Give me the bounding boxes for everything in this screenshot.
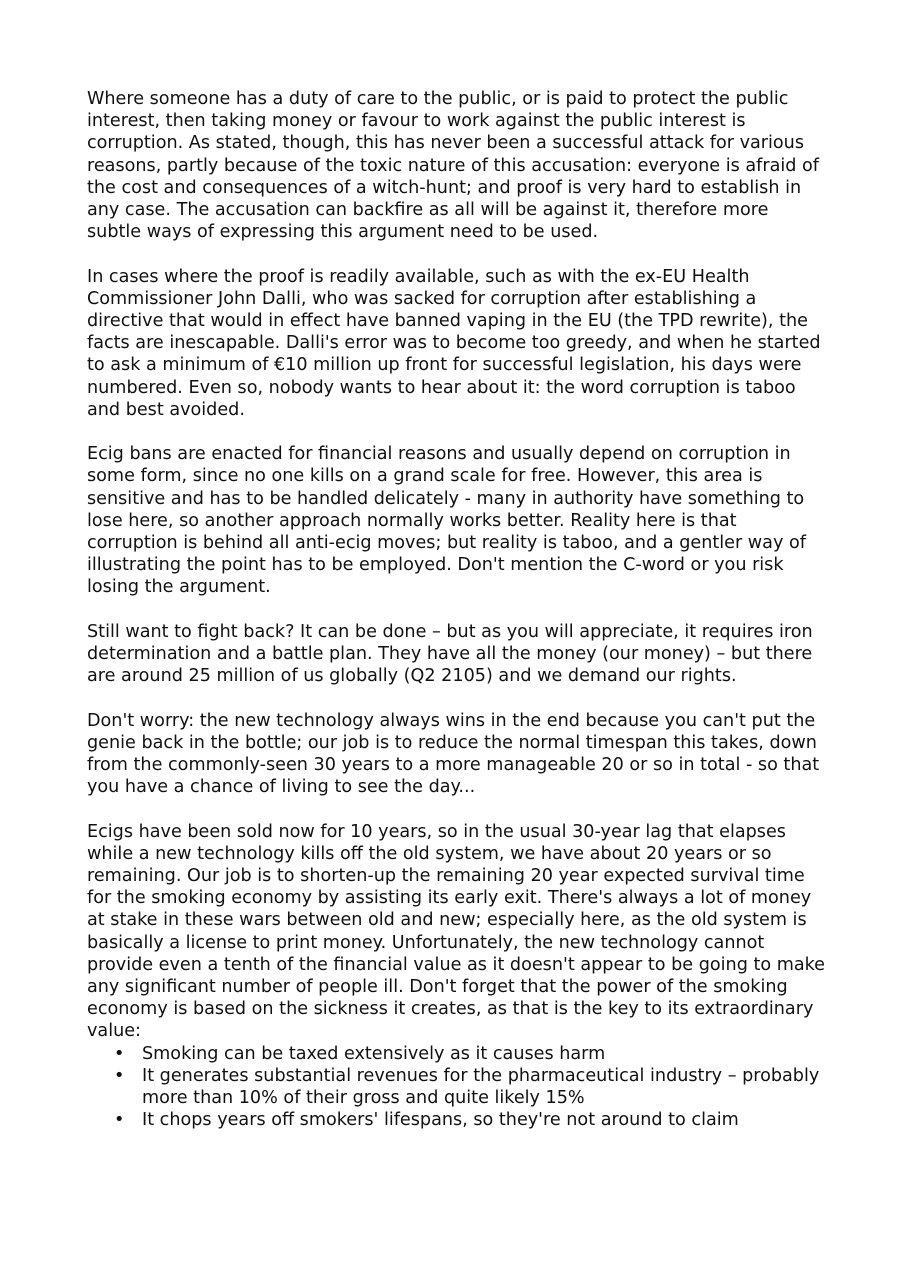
list-item — [87, 1109, 827, 1131]
bullet-icon: • — [114, 1043, 125, 1064]
bullet-icon: • — [114, 1110, 125, 1131]
bullet-icon: • — [114, 1065, 125, 1086]
bullet-list — [87, 1043, 827, 1132]
list-item — [87, 1065, 827, 1109]
list-item-text: Smoking can be taxed extensively as it causes harm — [142, 1043, 606, 1064]
paragraph-dont-worry: Don't worry: the new technology always wins in the end because you can't put the genie back in the bottle; our job is to reduce the normal timespan this takes, down from the commonly-seen 30 years to a more manageable 20 or so in total - so that you have a chance of living to see the day... — [87, 710, 820, 798]
document-page — [87, 88, 827, 1131]
list-item-text: It generates substantial revenues for the pharmaceutical industry – probably more than 10% of their gross and quite likely 15% — [142, 1065, 820, 1109]
paragraph-fight-back: Still want to fight back? It can be done – but as you will appreciate, it requires iron determination and a battle plan. They have all the money (our money) – but there are around 25 million of us globally (Q2 2105) and we demand our rights. — [87, 621, 813, 687]
list-item — [87, 1043, 827, 1065]
list-item-text: It chops years off smokers' lifespans, so they're not around to claim — [142, 1110, 739, 1131]
paragraph-ecig-bans: Ecig bans are enacted for financial reasons and usually depend on corruption in some form, since no one kills on a grand scale for free. However, this area is sensitive and has to be handled delicately - many in authority have something to lose here, so another approach normally works better. Reality here is that corruption is behind all anti-ecig moves; but reality is taboo, and a gentler way of illustrating the point has to be employed. Don't mention the C-word or you risk losing the argument. — [87, 444, 806, 598]
paragraph-ecigs-sold: Ecigs have been sold now for 10 years, so in the usual 30-year lag that elapses while a new technology kills off the old system, we have about 20 years or so remaining. Our job is to shorten-up the remaining 20 year expected survival time for the smoking economy by assisting its early exit. There's always a lot of money at stake in these wars between old and new; especially here, as the old system is basically a license to print money. Unfortunately, the new technology cannot provide even a tenth of the financial value as it doesn't appear to be going to make any significant number of people ill. Don't forget that the power of the smoking economy is based on the sickness it creates, as that is the key to its extraordinary value: — [87, 821, 826, 1042]
paragraph-dalli: In cases where the proof is readily available, such as with the ex-EU Health Commissioner John Dalli, who was sacked for corruption after establishing a directive that would in effect have banned vaping in the EU (the TPD rewrite), the facts are inescapable. Dalli's error was to become too greedy, and when he started to ask a minimum of €10 million up front for successful legislation, his days were numbered. Even so, nobody wants to hear about it: the word corruption is taboo and best avoided. — [87, 266, 821, 420]
paragraph-corruption-duty: Where someone has a duty of care to the public, or is paid to protect the public interest, then taking money or favour to work against the public interest is corruption. As stated, though, this has never been a successful attack for various reasons, partly because of the toxic nature of this accusation: everyone is afraid of the cost and consequences of a witch-hunt; and proof is very hard to establish in any case. The accusation can backfire as all will be against it, therefore more subtle ways of expressing this argument need to be used. — [87, 89, 819, 243]
